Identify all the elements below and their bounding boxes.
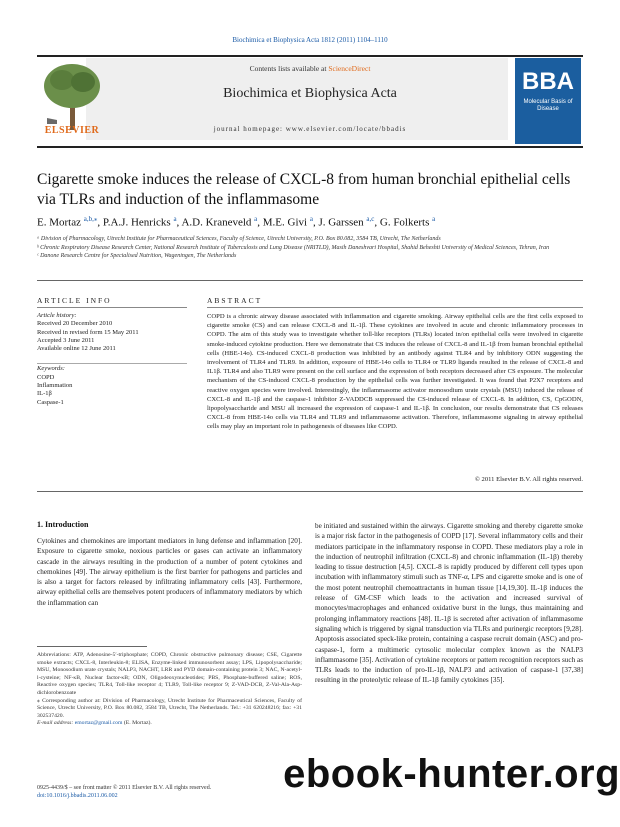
contents-line <box>190 64 430 73</box>
author-name: J. Garssen <box>318 216 364 229</box>
keyword: Caspase-1 <box>37 398 64 406</box>
history-label: Article history: <box>37 312 77 319</box>
header-top-rule <box>37 55 583 57</box>
author-affil-sup[interactable]: a <box>432 215 436 223</box>
keywords-label: Keywords: <box>37 365 65 373</box>
email-label: E-mail address: <box>37 720 75 727</box>
affiliations <box>37 235 587 261</box>
keyword: IL-1β <box>37 390 52 398</box>
doi-link[interactable]: doi:10.1016/j.bbadis.2011.06.002 <box>37 793 118 799</box>
footnote-rule <box>37 646 147 647</box>
sciencedirect-link[interactable]: ScienceDirect <box>328 64 371 73</box>
author-list: E. Mortaz $^{a,b,⁎}$, P.A.J. Henricks $^a$, A.D. Kraneveld $^a$, M.E. Givi $^a$, J. Garssen $^{a,c}$, G. Folkerts $^a$ <box>37 215 436 229</box>
footnotes <box>37 652 302 728</box>
keyword: COPD <box>37 373 55 381</box>
introduction-heading: 1. Introduction <box>37 520 89 529</box>
affiliation-c: ᶜ Danone Research Centre for Specialised Nutrition, Wageningen, The Netherlands <box>37 253 237 259</box>
header-bottom-rule <box>37 146 583 148</box>
abstract-rule <box>207 307 583 308</box>
author-affil-sup[interactable]: a <box>173 215 177 223</box>
intro-left-column: Cytokines and chemokines are important mediators in lung defense and inflammation [20]. Exposure to cigarette smoke, noxious particles or gases can activate an inflammatory cascade in the airways resulting in the production of a number of potent cytokines and chemokines [49]. The airway epithelium is the first barrier for pathogens and particles and is also a target for factors released by infiltrating inflammatory cells [43]. Furthermore, airway epithelial cells are themselves potent producers of inflammatory mediators by which the inflammation can <box>37 537 302 607</box>
history-item: Received 20 December 2010 <box>37 320 113 328</box>
history-item: Available online 12 June 2011 <box>37 345 116 353</box>
author-affil-sup[interactable]: a,b,⁎ <box>83 215 98 223</box>
watermark-text: ebook-hunter.org <box>283 752 620 796</box>
intro-right-column: be initiated and sustained within the airways. Cigarette smoking and thereby cigarette smoke is a major risk factor in the pathogenesis of COPD [17]. Several inflammatory cells and their mediators participate in the inflammatory response in COPD. These mediators play a role in the induction of neutrophil infiltration (CXCL-8) and chronic inflammation (IL-1β) thereby leading to tissue destruction [4,5]. CXCL-8 is rapidly produced by different cell types upon incubation with inflammatory stimuli such as TNF-α, LPS and cigarette smoke and is one of the most potent neutrophil chemoattractants in human tissue [14,19,30]. IL-1β induces the release of GM-CSF which leads to the activation and increased survival of monocytes/macrophages and enhanced oxidative burst in the lungs, thus maintaining and prolonging inflammatory reactions [48]. IL-1β is secreted after activation of inflammasome signaling which is triggered by signal transduction via TLRs and purinergic receptors [9,28]. Apoptosis associated speck-like protein, containing a caspase recruit domain (ASC) and pro-caspase-1, form a multimeric cytosolic molecular complex known as the NALP3 inflammasome [35]. Activation of cytokine receptors or pattern recognition receptors such as TLRs leads to the induction of pro-IL-1β, NALP3 and activation of caspase-1 [37,38] resulting in the proteolytic release of IL-1β family cytokines [35]. <box>315 522 583 685</box>
cover-title: BBA <box>522 68 574 95</box>
author-name: M.E. Givi <box>262 216 308 229</box>
affiliation-rule <box>37 280 583 281</box>
keyword: Inflammation <box>37 382 73 390</box>
contents-prefix: Contents lists available at <box>249 64 329 73</box>
affiliation-b: ᵇ Chronic Respiratory Disease Research Center, National Research Institute of Tuberculosis and Lung Disease (NRITLD), Masih Daneshvari Hospital, Shahid Beheshti University of Medical Sciences, Tehran, Iran <box>37 244 550 251</box>
issn-line: 0925-4439/$ – see front matter © 2011 Elsevier B.V. All rights reserved. <box>37 785 212 791</box>
corresponding-author-footnote: ⁎ Corresponding author at: Division of Pharmacology, Utrecht Institute for Pharmaceutical Sciences, Faculty of Science, Utrecht University, P.O. Box 80.082, 3584 TB, Utrecht, The Netherlands. Tel.: +31 620248216; fax: +31 302537420. <box>37 697 302 719</box>
email-link[interactable]: emortaz@gmail.com <box>74 720 123 727</box>
article-info-rule <box>37 307 187 308</box>
author-name: A.D. Kraneveld <box>181 216 252 229</box>
abbreviations-footnote: Abbreviations: ATP, Adenosine-5′-triphosphate; COPD, Chronic obstructive pulmonary disease; CSE, Cigarette smoke extracts; CXCL-8, Interleukin-8; ELISA, Enzyme-linked immunosorbent assay; LPS, Lipopolysaccharide; MSU, Monosodium urate crystals; NALP3, NACHT, LRR and PYD domain-containing protein 3; NAC, N-acetyl-l-cysteine; NF-κB, Nuclear factor-κB; ODN, Oligodeoxynucleotides; PBS, Phosphate-buffered saline; ROS, Reactive oxygen species; TLR4, Toll-like receptor 4; TLR9, Toll-like receptor 9; Z-VAD-DCB, Z-Val-Ala-Asp-dichlorobenzoate <box>37 652 302 696</box>
abstract-text: COPD is a chronic airway disease associated with inflammation and cigarette smoking. Airway epithelial cells are the first cells exposed to cigarette smoke (CS) and can release CXCL-8 and IL-1β. These cytokines are involved in acute and chronic inflammatory processes in COPD. The aim of this study was to investigate whether toll-like receptors (TLRs) located in/on epithelial cells were involved in cigarette smoke-induced cytokine production. Here we demonstrate that CS induces the release of CXCL-8 and IL-1β from human bronchial epithelial cells (HBE-14o). CS-induced CXCL-8 production was inhibited by an antibody against TLR4 and by inhibitory ODN suggesting the involvement of TLR4 and TLR9. In addition, exposure of HBE-14o cells to TLR4 or TLR9 ligands resulted in the release of CXCL-8 and IL1β. TLR4 and also TLR9 were present on the cell surface and the expression of both receptors decreased after CS exposure. The molecular mechanism of the CS-induced CXCL-8 production by the epithelial cells was further investigated. It was found that P2X7 receptors and reactive oxygen species were involved. Interestingly, the inflammasome activator monosodium urate crystals (MSU) induced the release of CXCL-8 and IL-1β and the caspase-1 inhibitor Z-VADDCB suppressed the CS-induced release of CXCL-8. In addition, CS, CpGODN, lipopolysaccharide and MSU all increased the expression of caspase-1 and IL-1β. In conclusion, our results demonstrate that CS releases CXCL-8 from HBE-14o cells via TLR4 and TLR9 and inflammasome activation. Therefore, inflammasome signaling in airway epithelial cells may play an important role in pathogenesis of diseases like COPD. <box>207 313 583 431</box>
history-item: Received in revised form 15 May 2011 <box>37 328 139 336</box>
email-line <box>37 720 302 728</box>
article-info-heading: ARTICLE INFO <box>37 296 112 305</box>
author-name: G. Folkerts <box>379 216 430 229</box>
author-affil-sup[interactable]: a,c <box>366 215 375 223</box>
journal-citation[interactable]: Biochimica et Biophysica Acta 1812 (2011) 1104–1110 <box>232 36 388 44</box>
author-affil-sup[interactable]: a <box>309 215 313 223</box>
publisher-logo-text: ELSEVIER <box>44 125 100 136</box>
article-title: Cigarette smoke induces the release of CXCL-8 from human bronchial epithelial cells via TLRs and induction of the inflammasome <box>37 171 571 208</box>
cover-subtitle: Molecular Basis of Disease <box>523 99 573 112</box>
keywords-rule <box>37 363 187 364</box>
author-name: E. Mortaz <box>37 216 81 229</box>
article-info-panel <box>37 312 187 407</box>
journal-name: Biochimica et Biophysica Acta <box>223 86 397 101</box>
journal-homepage[interactable]: journal homepage: www.elsevier.com/locate/bbadis <box>213 125 407 133</box>
abstract-bottom-rule <box>37 491 583 492</box>
history-item: Accepted 3 June 2011 <box>37 336 95 344</box>
author-name: P.A.J. Henricks <box>102 216 171 229</box>
affiliation-a: ᵃ Division of Pharmacology, Utrecht Institute for Pharmaceutical Sciences, Faculty of Science, Utrecht University, P.O. Box 80.082, 3584 TB, Utrecht, The Netherlands <box>37 236 441 242</box>
email-suffix: (E. Mortaz). <box>122 720 152 727</box>
abstract-copyright: © 2011 Elsevier B.V. All rights reserved. <box>474 476 583 483</box>
author-affil-sup[interactable]: a <box>254 215 258 223</box>
abstract-heading: ABSTRACT <box>207 296 263 305</box>
